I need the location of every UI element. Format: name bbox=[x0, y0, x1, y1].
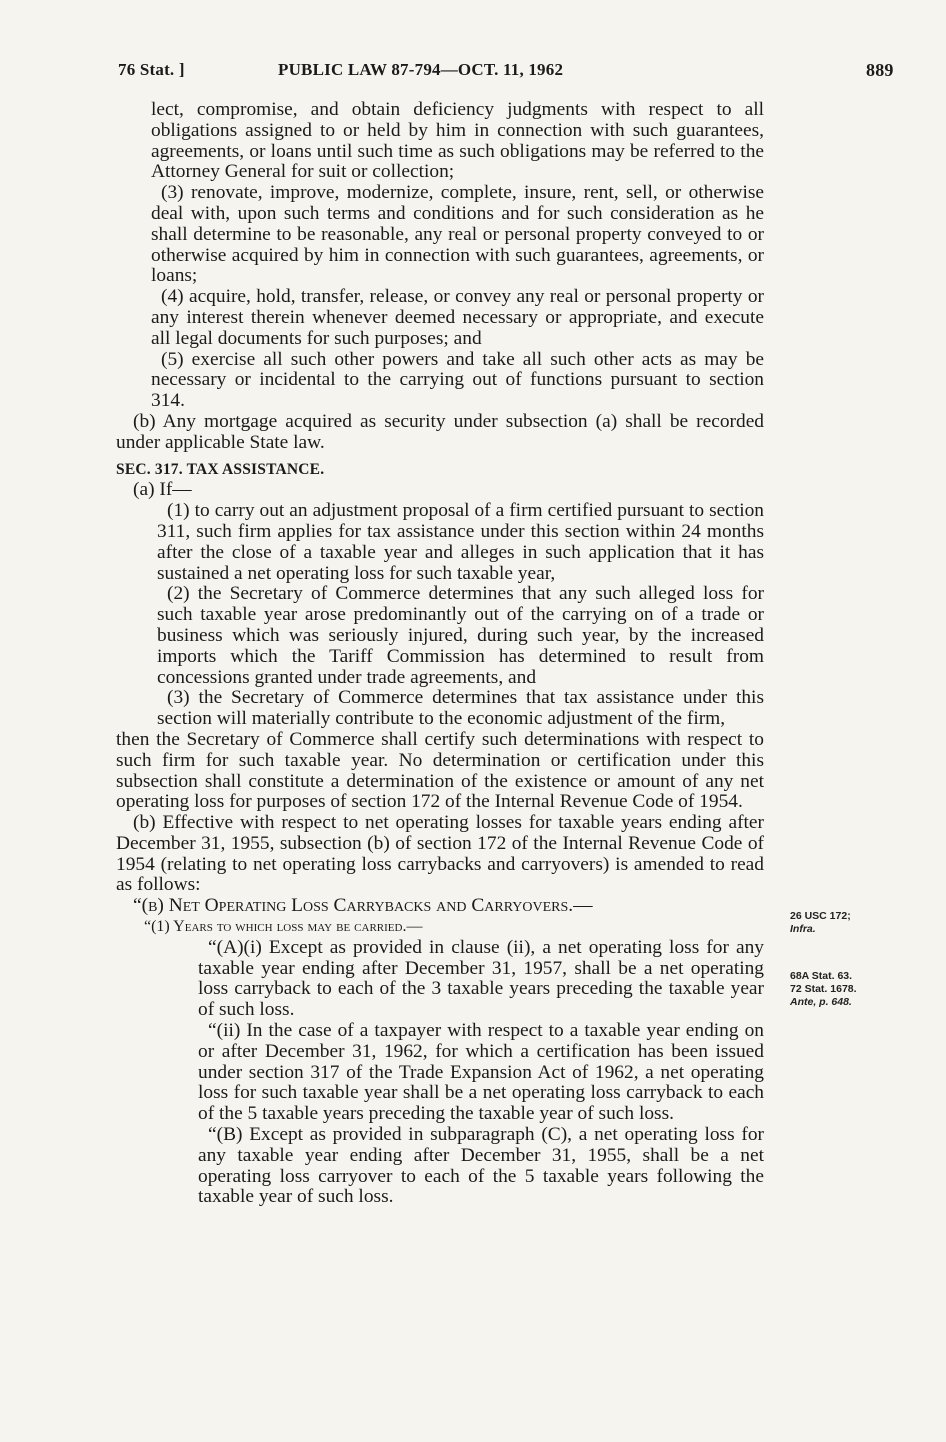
quoted-clause-a-i: “(A)(i) Except as provided in clause (ii), a net operating loss for any taxable year ending after December 31, 1957, shall be a net operating loss carryback to each of the 3 taxable years preceding the taxable year of such loss. bbox=[198, 936, 764, 1021]
page-number: 889 bbox=[866, 60, 894, 80]
quoted-heading-years: “(1) Years to which loss may be carried.— bbox=[144, 918, 423, 936]
paragraph-amendment-b: (b) Effective with respect to net operating losses for taxable years ending after December 31, 1955, subsection (b) of section 172 of the Internal Revenue Code of 1954 (relating to net operating loss carrybacks and carryovers) is amended to read as follows: bbox=[116, 812, 764, 896]
margin-citation-2 bbox=[790, 970, 900, 1009]
paragraph-subsection-a: (a) If— bbox=[133, 479, 192, 501]
quoted-heading-carrybacks: “(b) Net Operating Loss Carrybacks and Carryovers.— bbox=[133, 895, 593, 917]
margin-citation-2-line1: 68A Stat. 63. bbox=[790, 970, 853, 982]
running-title: PUBLIC LAW 87-794—OCT. 11, 1962 bbox=[278, 60, 564, 79]
paragraph-item-4: (4) acquire, hold, transfer, release, or convey any real or personal property or any interest therein whenever deemed necessary or appropriate, and execute all legal documents for such purposes; and bbox=[151, 286, 764, 349]
volume-reference: 76 Stat. ] bbox=[118, 60, 185, 79]
quoted-clause-a-ii: “(ii) In the case of a taxpayer with respect to a taxable year ending on or after December 31, 1962, for which a certification has been issued under section 317 of the Trade Expansion Act of 1962, a net operating loss for such taxable year shall be a net operating loss carryback to each of the 5 taxable years preceding the taxable year of such loss. bbox=[198, 1020, 764, 1125]
section-heading: SEC. 317. TAX ASSISTANCE. bbox=[116, 460, 325, 478]
margin-citation-2-line2: 72 Stat. 1678. bbox=[790, 983, 857, 995]
margin-citation-1-line2: Infra. bbox=[790, 923, 816, 935]
paragraph-subsection-b: (b) Any mortgage acquired as security under subsection (a) shall be recorded under applicable State law. bbox=[116, 410, 764, 453]
paragraph-item-3: (3) renovate, improve, modernize, complete, insure, rent, sell, or otherwise deal with, upon such terms and conditions and for such consideration as he shall determine to be reasonable, any real or personal property conveyed to or otherwise acquired by him in connection with such guarantees, agreements, or loans; bbox=[151, 182, 764, 287]
paragraph-certification: then the Secretary of Commerce shall certify such determinations with respect to such firm for such taxable year. No determination or certification under this subsection shall constitute a determination of the existence or amount of any net operating loss for purposes of section 172 of the Internal Revenue Code of 1954. bbox=[116, 728, 764, 813]
paragraph-clause-1: (1) to carry out an adjustment proposal of a firm certified pursuant to section 311, such firm applies for tax assistance under this section within 24 months after the close of a taxable year and alleges in such application that it has sustained a net operating loss for such taxable year, bbox=[157, 500, 764, 584]
margin-citation-1 bbox=[790, 910, 900, 936]
margin-citation-2-line3: Ante, p. 648. bbox=[790, 996, 852, 1008]
margin-citation-1-line1: 26 USC 172; bbox=[790, 910, 851, 922]
body-text bbox=[116, 100, 764, 1208]
paragraph-continuation: lect, compromise, and obtain deficiency judgments with respect to all obligations assigned to or held by him in connection with such guarantees, agreements, or loans until such time as such obligations may be referred to the Attorney General for suit or collection; bbox=[151, 99, 764, 183]
paragraph-item-5: (5) exercise all such other powers and take all such other acts as may be necessary or incidental to the carrying out of functions pursuant to section 314. bbox=[151, 348, 764, 412]
paragraph-clause-3: (3) the Secretary of Commerce determines that tax assistance under this section will materially contribute to the economic adjustment of the firm, bbox=[157, 687, 764, 730]
paragraph-clause-2: (2) the Secretary of Commerce determines that any such alleged loss for such taxable year arose predominantly out of the carrying on of a trade or business which was seriously injured, during such year, by the increased imports which the Tariff Commission has determined to result from concessions granted under trade agreements, and bbox=[157, 583, 764, 688]
quoted-subparagraph-b: “(B) Except as provided in subparagraph (C), a net operating loss for any taxable year ending after December 31, 1955, shall be a net operating loss carryover to each of the 5 taxable years following the taxable year of such loss. bbox=[198, 1124, 764, 1208]
